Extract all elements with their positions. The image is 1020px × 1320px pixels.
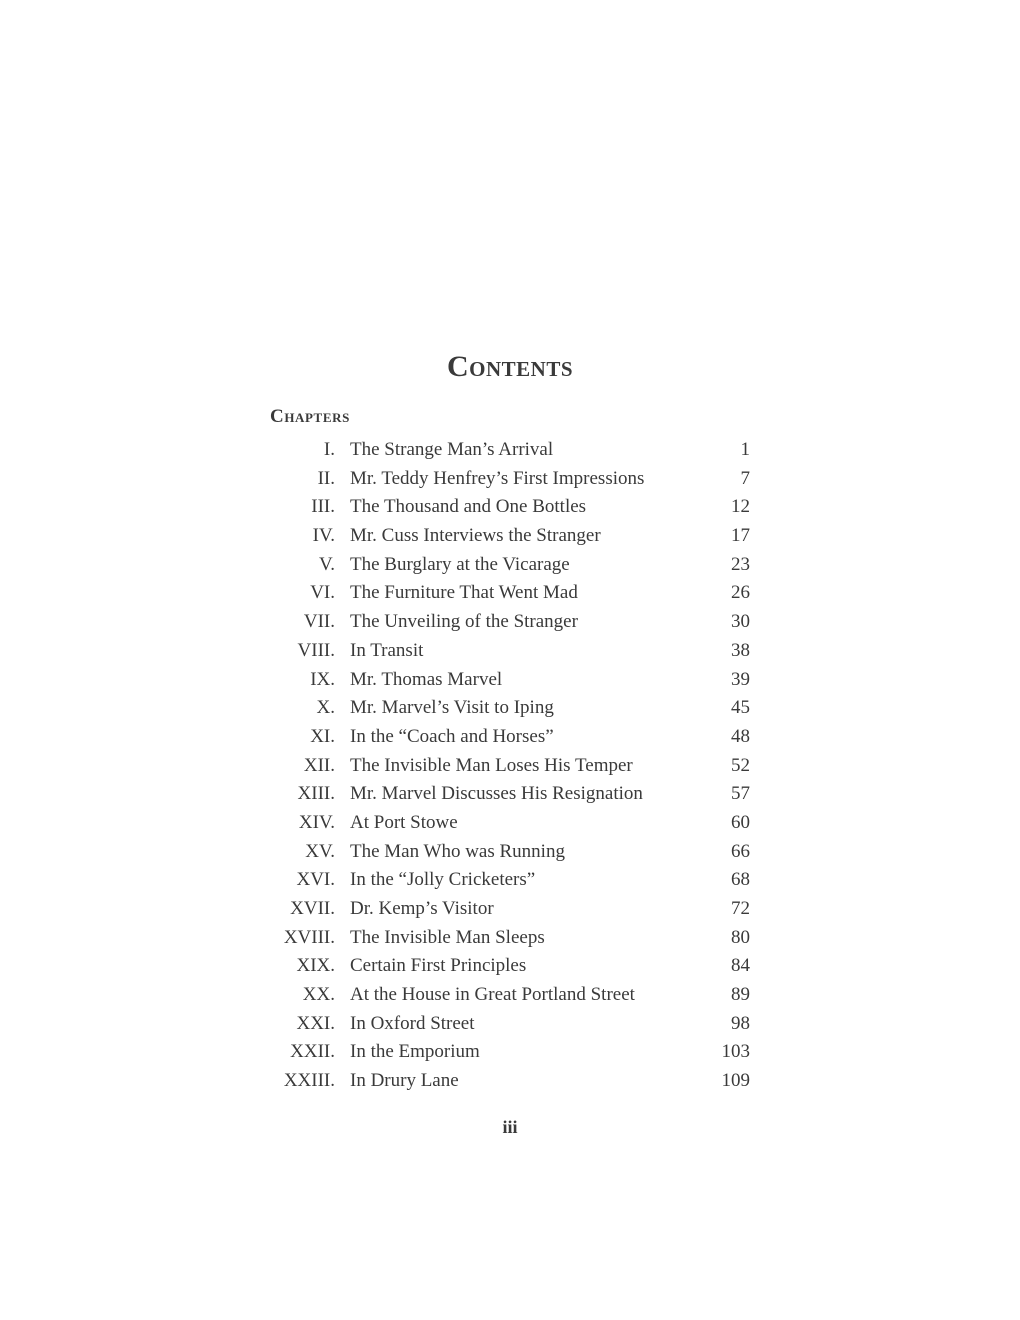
chapter-page: 60	[731, 811, 750, 833]
chapter-title: The Invisible Man Sleeps	[350, 926, 545, 948]
chapter-title: Certain First Principles	[350, 955, 527, 977]
section-label-chapters: Chapters	[270, 406, 350, 427]
chapter-number: II.	[317, 467, 335, 489]
chapter-title: At the House in Great Portland Street	[350, 984, 635, 1006]
toc-entry	[270, 723, 750, 752]
toc-entry	[270, 608, 750, 637]
chapter-title: The Strange Man’s Arrival	[350, 439, 554, 460]
toc-entry	[270, 579, 750, 608]
toc-entry	[270, 838, 750, 867]
toc-entry	[270, 666, 750, 695]
chapter-title: Mr. Marvel’s Visit to Iping	[350, 697, 554, 719]
chapter-page: 12	[731, 496, 750, 518]
chapter-page: 84	[731, 955, 750, 977]
toc-entry	[270, 493, 750, 522]
chapter-title: In the “Coach and Horses”	[350, 725, 554, 747]
chapter-number: VIII.	[297, 639, 335, 661]
chapter-number: VI.	[310, 582, 335, 604]
toc-entry	[270, 465, 750, 494]
chapter-number: XVI.	[296, 869, 335, 891]
chapter-number: X.	[316, 697, 335, 719]
toc-entry	[270, 752, 750, 781]
chapter-number: V.	[318, 553, 335, 575]
chapter-number: XI.	[310, 725, 335, 747]
chapter-page: 52	[731, 754, 750, 776]
toc-entry	[270, 924, 750, 953]
chapter-number: XIII.	[297, 783, 335, 805]
chapter-number: XIX.	[296, 955, 335, 977]
chapter-title: Mr. Teddy Henfrey’s First Impressions	[350, 467, 645, 489]
toc-entry	[270, 866, 750, 895]
chapter-number: XII.	[303, 754, 335, 776]
toc-entry	[270, 522, 750, 551]
table-of-contents	[270, 436, 750, 1096]
toc-entry	[270, 895, 750, 924]
chapter-number: XXII.	[290, 1041, 335, 1063]
chapter-page: 30	[731, 611, 750, 633]
chapter-title: The Furniture That Went Mad	[350, 582, 578, 604]
toc-entry	[270, 1067, 750, 1096]
chapter-page: 57	[731, 783, 750, 805]
chapter-page: 1	[740, 439, 750, 460]
toc-entry	[270, 1010, 750, 1039]
chapter-title: The Man Who was Running	[350, 840, 565, 862]
chapter-number: XIV.	[298, 811, 335, 833]
chapter-page: 68	[731, 869, 750, 891]
page-number: iii	[502, 1117, 518, 1137]
chapter-title: The Thousand and One Bottles	[350, 496, 587, 518]
chapter-number: XXIII.	[283, 1070, 335, 1092]
chapter-title: The Invisible Man Loses His Temper	[350, 754, 633, 776]
chapter-number: I.	[323, 439, 335, 460]
chapter-title: In Oxford Street	[350, 1012, 475, 1034]
chapter-number: XV.	[305, 840, 335, 862]
toc-entry	[270, 1038, 750, 1067]
chapter-title: The Unveiling of the Stranger	[350, 611, 578, 633]
chapter-number: XVII.	[290, 898, 335, 919]
chapter-number: IV.	[312, 525, 335, 547]
chapter-title: In Transit	[350, 639, 424, 661]
chapter-page: 26	[731, 582, 750, 604]
chapter-title: Mr. Marvel Discusses His Resignation	[350, 783, 643, 805]
chapter-number: VII.	[303, 611, 335, 633]
toc-entry	[270, 981, 750, 1010]
page-title: Contents	[446, 350, 574, 383]
chapter-page: 48	[731, 725, 750, 747]
chapter-page: 7	[740, 467, 750, 489]
chapter-title: In the “Jolly Cricketers”	[350, 869, 536, 891]
chapter-page: 66	[731, 840, 750, 862]
chapter-page: 45	[731, 697, 750, 719]
chapter-title: In Drury Lane	[350, 1070, 459, 1092]
chapter-page: 23	[731, 553, 750, 575]
chapter-number: XXI.	[296, 1012, 335, 1034]
chapter-title: At Port Stowe	[350, 811, 458, 833]
toc-entry	[270, 551, 750, 580]
chapter-page: 98	[731, 1012, 750, 1034]
chapter-number: XX.	[302, 984, 335, 1006]
chapter-page: 72	[731, 898, 750, 919]
chapter-page: 17	[731, 525, 750, 547]
toc-entry	[270, 952, 750, 981]
chapter-title: The Burglary at the Vicarage	[350, 553, 570, 575]
chapter-page: 38	[731, 639, 750, 661]
toc-entry	[270, 780, 750, 809]
chapter-number: XVIII.	[283, 926, 335, 948]
chapter-page: 39	[731, 668, 750, 690]
toc-entry	[270, 809, 750, 838]
chapter-page: 109	[721, 1070, 750, 1092]
chapter-page: 89	[731, 984, 750, 1006]
chapter-number: IX.	[310, 668, 335, 690]
toc-entry	[270, 694, 750, 723]
chapter-title: Dr. Kemp’s Visitor	[350, 898, 494, 919]
chapter-title: Mr. Cuss Interviews the Stranger	[350, 525, 601, 547]
chapter-page: 80	[731, 926, 750, 948]
chapter-page: 103	[721, 1041, 750, 1063]
chapter-title: Mr. Thomas Marvel	[350, 668, 503, 690]
chapter-number: III.	[311, 496, 335, 518]
toc-entry	[270, 637, 750, 666]
chapter-title: In the Emporium	[350, 1041, 480, 1063]
toc-entry	[270, 436, 750, 465]
